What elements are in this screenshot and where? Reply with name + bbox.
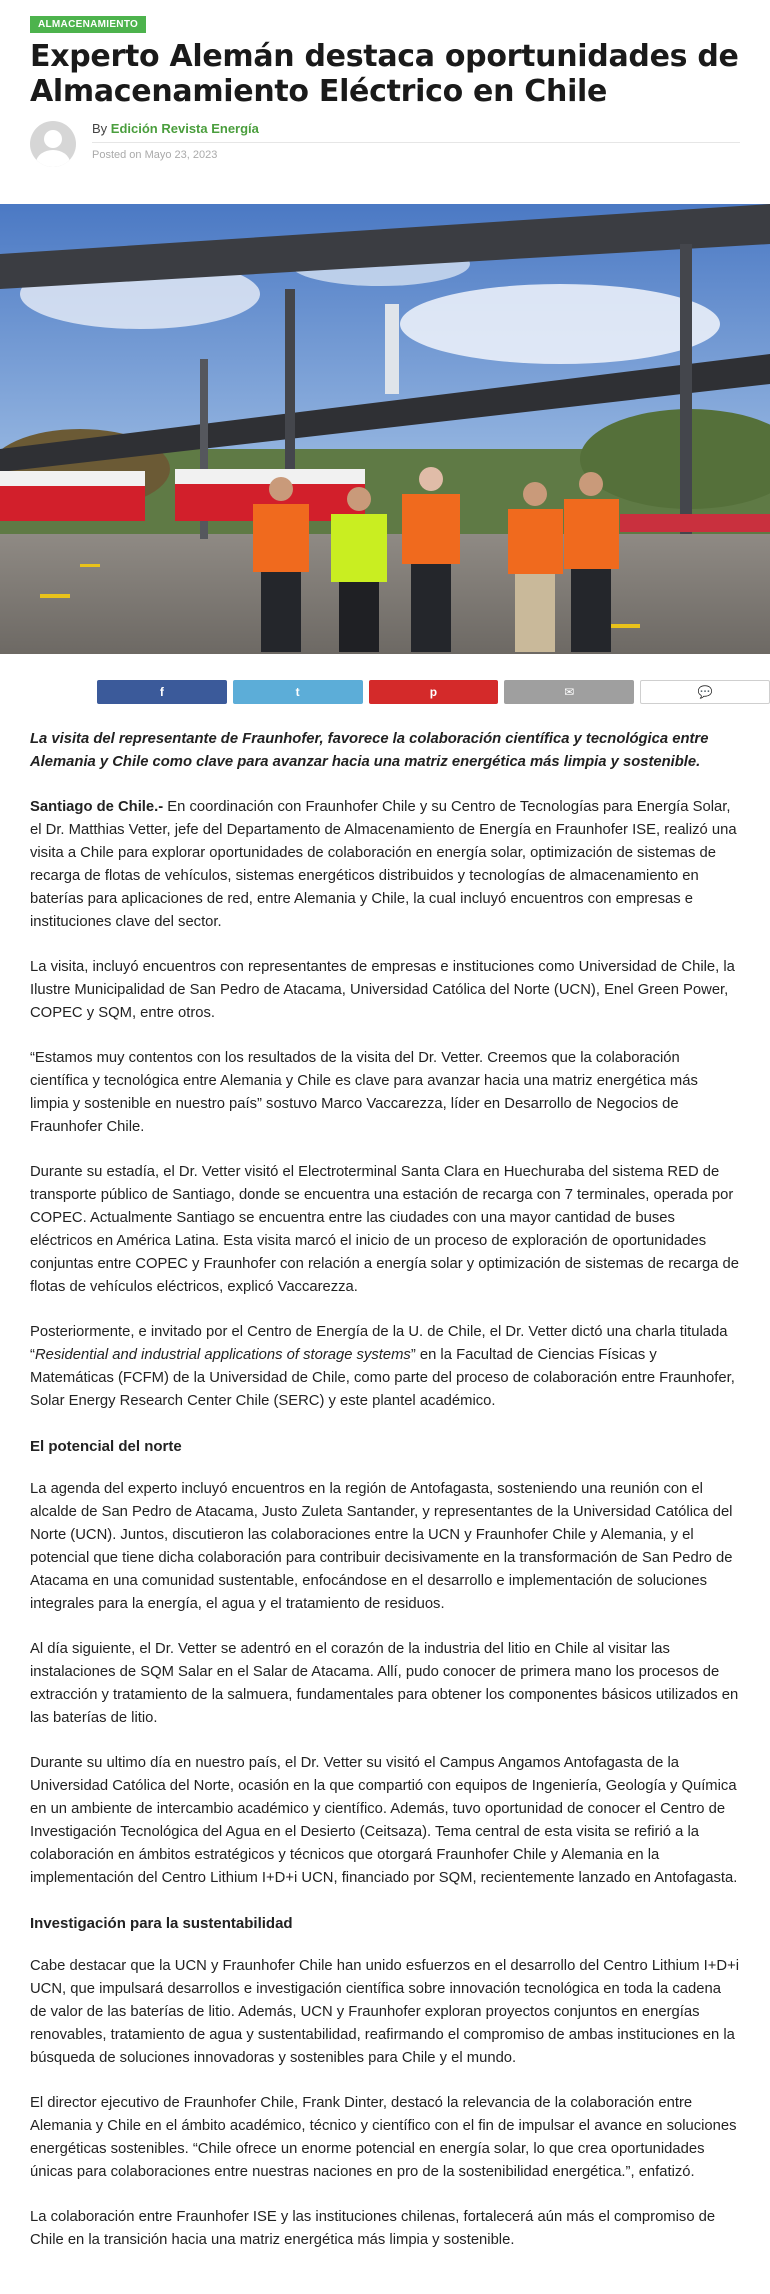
facebook-share-button[interactable] xyxy=(97,680,227,704)
paragraph xyxy=(30,796,740,934)
paragraph: Durante su estadía, el Dr. Vetter visitó el Electroterminal Santa Clara en Huechuraba del sistema RED de transporte público de Santiago, donde se encuentra una estación de recarga con 7 terminales, operada por COPEC. Actualmente Santiago se encuentra entre las ciudades con una mayor cantidad de buses eléctricos en América Latina. Esta visita marcó el inicio de un proceso de exploración de oportunidades conjuntas entre COPEC y Fraunhofer con relación a energía solar y optimización de sistemas de recarga de flotas de vehículos eléctricos, explicó Vaccarezza. xyxy=(30,1164,739,1295)
twitter-icon: t xyxy=(295,685,300,699)
section-heading: Investigación para la sustentabilidad xyxy=(30,1915,293,1932)
pinterest-share-button[interactable] xyxy=(369,680,499,704)
comment-icon: 💬 xyxy=(697,685,713,699)
article-header xyxy=(0,0,770,169)
paragraph: El director ejecutivo de Fraunhofer Chile, Frank Dinter, destacó la relevancia de la colaboración entre Alemania y Chile en el ámbito académico, técnico y científico con el fin de impulsar el avance en soluciones energéticas sostenibles. “Chile ofrece un enorme potencial en energía solar, lo que crea oportunidades únicas para colaboraciones entre nuestras naciones en pro de la sostenibilidad energética.”, enfatizó. xyxy=(30,2095,737,2180)
paragraph: La colaboración entre Fraunhofer ISE y las instituciones chilenas, fortalecerá aún más el compromiso de Chile en la transición hacia una matriz energética más limpia y sostenible. xyxy=(30,2209,716,2248)
dateline: Santiago de Chile.- xyxy=(30,799,164,815)
comment-button[interactable] xyxy=(640,680,770,704)
email-share-button[interactable] xyxy=(504,680,634,704)
article-title: Experto Alemán destaca oportunidades de Almacenamiento Eléctrico en Chile xyxy=(30,39,739,109)
paragraph-text: En coordinación con Fraunhofer Chile y su Centro de Tecnologías para Energía Solar, el Dr. Matthias Vetter, jefe del Departamento de Almacenamiento de Energía en Fraunhofer ISE, realizó una visita a Chile para explorar oportunidades de colaboración en energía solar, optimización de sistemas de recarga de flotas de vehículos, sistemas energéticos distribuidos y tecnologías de almacenamiento en baterías para aplicaciones de red, entre Alemania y Chile, la cual incluyó encuentros con empresas e instituciones clave del sector. xyxy=(30,799,737,930)
pinterest-icon: p xyxy=(429,685,438,699)
paragraph-text: ” en la Facultad de Ciencias Físicas y Matemáticas (FCFM) de la Universidad de Chile, como parte del proceso de colaboración entre Fraunhofer, Solar Energy Research Center Chile (SERC) y este plantel académico. xyxy=(30,1347,735,1409)
paragraph: La visita, incluyó encuentros con representantes de empresas e instituciones como Universidad de Chile, la Ilustre Municipalidad de San Pedro de Atacama, Universidad Católica del Norte (UCN), Enel Green Power, COPEC y SQM, entre otros. xyxy=(30,959,735,1021)
by-label: By xyxy=(92,121,108,136)
email-icon: ✉ xyxy=(564,685,575,699)
author-link[interactable]: Edición Revista Energía xyxy=(110,121,259,136)
byline-meta xyxy=(92,121,740,161)
avatar xyxy=(30,121,76,167)
category-badge[interactable]: ALMACENAMIENTO xyxy=(30,16,146,33)
paragraph: Durante su ultimo día en nuestro país, el Dr. Vetter su visitó el Campus Angamos Antofagasta de la Universidad Católica del Norte, ocasión en la que compartió con equipos de Ingeniería, Geología y Química en un ambiente de intercambio académico y científico. Además, tuvo oportunidad de conocer el Centro de Investigación Tecnológica del Agua en el Desierto (Ceitsaza). Tema central de esta visita se refirió a la colaboración en ámbitos estratégicos y técnicos que otorgará Fraunhofer Chile y Alemania en la implementación del Centro Lithium I+D+i UCN, financiado por SQM, recientemente lanzado en Antofagasta. xyxy=(30,1755,738,1886)
paragraph xyxy=(30,1321,740,1413)
paragraph-text: Posteriormente, e invitado por el Centro de Energía de la U. de Chile, el Dr. Vetter dictó una charla titulada “ xyxy=(30,1324,728,1363)
article-lead: La visita del representante de Fraunhofer, favorece la colaboración científica y tecnológica entre Alemania y Chile como clave para avanzar hacia una matriz energética más limpia y sostenible. xyxy=(30,731,709,770)
paragraph: “Estamos muy contentos con los resultados de la visita del Dr. Vetter. Creemos que la colaboración científica y tecnológica entre Alemania y Chile es clave para avanzar hacia una matriz energética más limpia y sostenible en nuestro país” sostuvo Marco Vaccarezza, líder en Desarrollo de Negocios de Fraunhofer Chile. xyxy=(30,1050,698,1135)
paragraph: Al día siguiente, el Dr. Vetter se adentró en el corazón de la industria del litio en Chile al visitar las instalaciones de SQM Salar en el Salar de Atacama. Allí, pudo conocer de primera mano los procesos de extracción y tratamiento de la salmuera, fundamentales para obtener los componentes básicos utilizados en las baterías de litio. xyxy=(30,1641,739,1726)
article-body xyxy=(0,704,770,2294)
posted-date: Posted on Mayo 23, 2023 xyxy=(92,149,218,161)
talk-title: Residential and industrial applications of storage systems xyxy=(34,1347,411,1363)
twitter-share-button[interactable] xyxy=(233,680,363,704)
hero-photo xyxy=(0,204,770,654)
author-line xyxy=(92,121,740,143)
paragraph: Cabe destacar que la UCN y Fraunhofer Chile han unido esfuerzos en el desarrollo del Centro Lithium I+D+i UCN, que impulsará desarrollos e investigación científica sobre innovación tecnológica en toda la cadena de valor de las baterías de litio. Además, UCN y Fraunhofer exploran proyectos conjuntos en energías renovables, tratamiento de agua y sustentabilidad, reafirmando el compromiso de ambas instituciones en la búsqueda de soluciones innovadoras y sostenibles para Chile y el mundo. xyxy=(30,1958,739,2066)
facebook-icon: f xyxy=(159,685,164,699)
share-bar xyxy=(0,680,770,704)
paragraph: La agenda del experto incluyó encuentros en la región de Antofagasta, sosteniendo una reunión con el alcalde de San Pedro de Atacama, Justo Zuleta Santander, y representantes de la Universidad Católica del Norte (UCN). Juntos, discutieron las colaboraciones entre la UCN y Fraunhofer Chile y Alemania, y el potencial que tiene dicha colaboración para contribuir decisivamente en la transformación de San Pedro de Atacama en una comunidad sustentable, enfocándose en el desarrollo e implementación de soluciones integrales para la energía, el agua y el tratamiento de residuos. xyxy=(30,1481,733,1612)
byline xyxy=(30,121,740,169)
section-heading: El potencial del norte xyxy=(30,1438,182,1455)
